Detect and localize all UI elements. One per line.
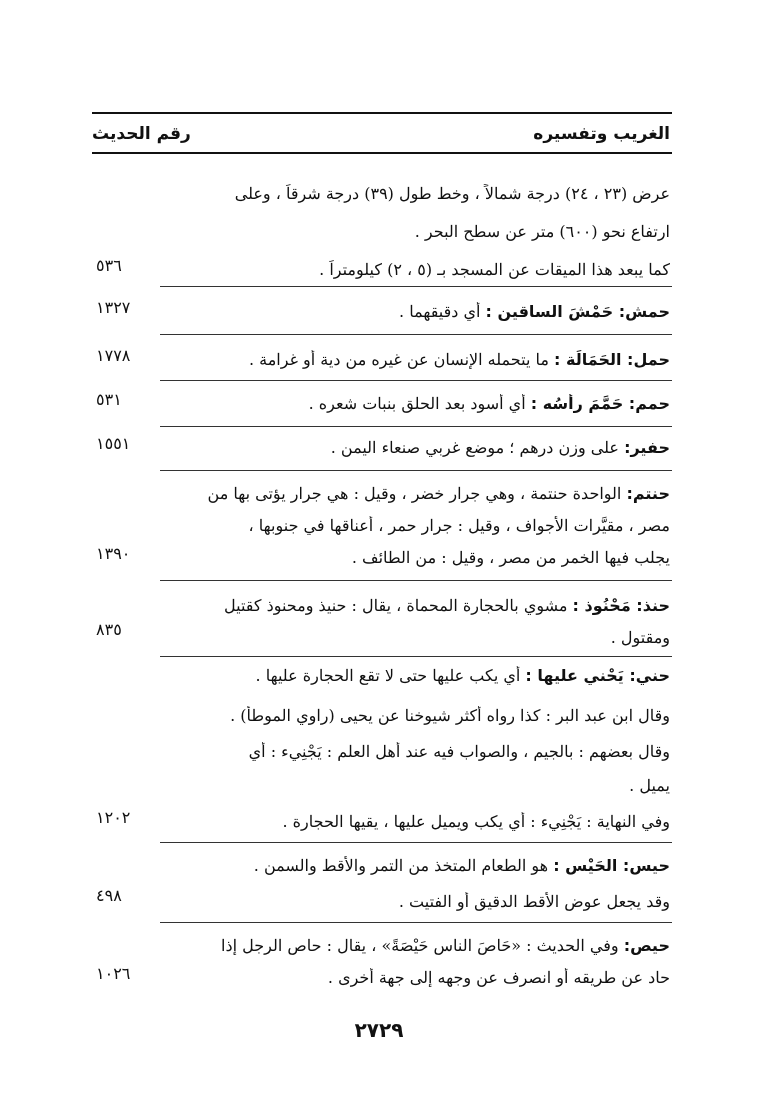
hadith-number: ٤٩٨ [96, 886, 122, 905]
entry-line [160, 666, 670, 685]
entry-line [160, 856, 670, 875]
entry-text: هو الطعام المتخذ من التمر والأقط والسمن . [253, 856, 549, 875]
entry-line [160, 484, 670, 503]
top-rule [92, 112, 672, 114]
entry-head: حمش: حَمْشَ الساقين : [485, 302, 670, 321]
entry-head: حفير: [624, 438, 670, 457]
entry-head: حمم: حَمَّمَ رأسُه : [530, 394, 670, 413]
hadith-number: ١٧٧٨ [96, 346, 131, 365]
entry-separator [160, 922, 672, 923]
hadith-number: ١٣٩٠ [96, 544, 131, 563]
hadith-number: ١٢٠٢ [96, 808, 131, 827]
hadith-number: ٥٣١ [96, 390, 122, 409]
entry-separator [160, 656, 672, 657]
entry-text: أي دقيقهما . [399, 302, 481, 321]
entry-line [160, 936, 670, 955]
entry-text: ما يتحمله الإنسان عن غيره من دية أو غرامة . [248, 350, 549, 369]
entry-text: على وزن درهم ؛ موضع غربي صنعاء اليمن . [330, 438, 619, 457]
entry-head: حيس: الحَيْس : [553, 856, 670, 875]
entry-separator [160, 580, 672, 581]
entry-head: حيص: [623, 936, 670, 955]
header-hadith-number-label: رقم الحديث [92, 124, 191, 144]
entry-separator [160, 470, 672, 471]
entry-separator [160, 380, 672, 381]
page-number: ٢٧٢٩ [354, 1018, 404, 1042]
entry-head: حنذ: مَحْنُوذ : [572, 596, 670, 615]
entry-line: ومقتول . [610, 628, 670, 647]
entry-head: حنتم: [626, 484, 670, 503]
entry-separator [160, 286, 672, 287]
entry-head: حني: يَحْني عليها : [525, 666, 670, 685]
entry-text: أي أسود بعد الحلق بنبات شعره . [308, 394, 526, 413]
entry-line: كما يبعد هذا الميقات عن المسجد بـ (٥ ، ٢) كيلومتراً . [319, 260, 670, 279]
entry-line: يجلب فيها الخمر من مصر ، وقيل : من الطائف . [351, 548, 670, 567]
entry-separator [160, 842, 672, 843]
entry-separator [160, 334, 672, 335]
entry-line: يميل . [629, 776, 670, 795]
entry-head: حمل: الحَمَالَة : [554, 350, 670, 369]
entry-line: حاد عن طريقه أو انصرف عن وجهه إلى جهة أخرى . [327, 968, 670, 987]
header-title: الغريب وتفسيره [533, 124, 670, 144]
entry-line: وقال ابن عبد البر : كذا رواه أكثر شيوخنا عن يحيى (راوي الموطأ) . [230, 706, 670, 725]
hadith-number: ٨٣٥ [96, 620, 122, 639]
entry-text: مشوي بالحجارة المحماة ، يقال : حنيذ ومحنوذ كقتيل [224, 596, 568, 615]
entry-line: وقد يجعل عوض الأقط الدقيق أو الفتيت . [398, 892, 670, 911]
entry-text: الواحدة حنتمة ، وهي جرار خضر ، وقيل : هي جرار يؤتى بها من [207, 484, 622, 503]
hadith-number: ٥٣٦ [96, 256, 122, 275]
hadith-number: ١٥٥١ [96, 434, 131, 453]
entry-separator [160, 426, 672, 427]
entry-line: وقال بعضهم : بالجيم ، والصواب فيه عند أهل العلم : يَجْنِيء : أي [248, 742, 670, 761]
entry-text: أي يكب عليها حتى لا تقع الحجارة عليها . [255, 666, 521, 685]
header-rule [92, 152, 672, 154]
entry-text: وفي الحديث : «حَاصَ الناس حَيْصَةً» ، يقال : حاص الرجل إذا [221, 936, 619, 955]
entry-line [160, 350, 670, 369]
entry-line: ارتفاع نحو (٦٠٠) متر عن سطح البحر . [414, 222, 670, 241]
entry-line [160, 596, 670, 615]
entry-line: عرض (٢٣ ، ٢٤) درجة شمالاً ، وخط طول (٣٩) درجة شرقاً ، وعلى [234, 184, 670, 203]
entry-line: وفي النهاية : يَجْنِيء : أي يكب ويميل عليها ، يقيها الحجارة . [282, 812, 670, 831]
entry-line [160, 438, 670, 457]
entry-line [160, 394, 670, 413]
hadith-number: ١٠٢٦ [96, 964, 131, 983]
entry-line: مصر ، مقيَّرات الأجواف ، وقيل : جرار حمر ، أعناقها في جنوبها ، [248, 516, 670, 535]
entry-line [160, 302, 670, 321]
hadith-number: ١٣٢٧ [96, 298, 131, 317]
